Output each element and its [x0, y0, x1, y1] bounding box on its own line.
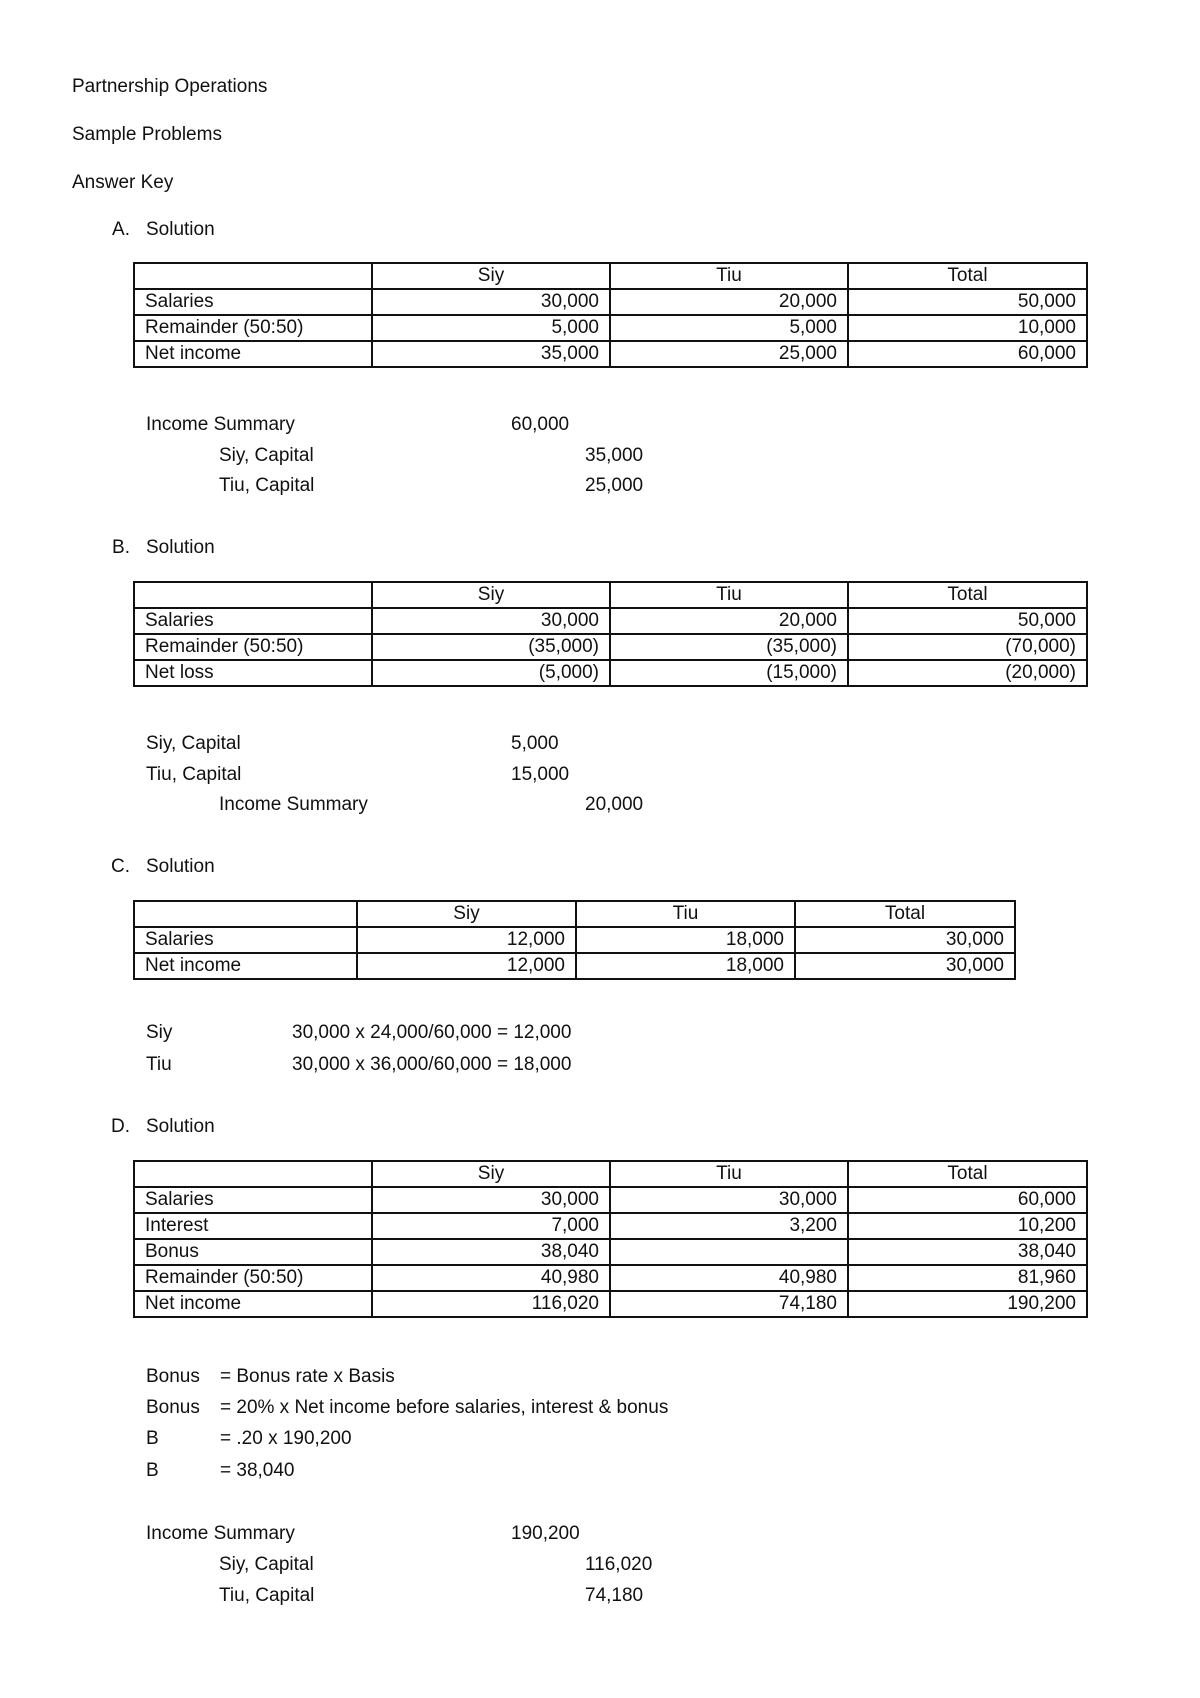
table-cell: 20,000 [610, 608, 848, 634]
row-label: Net income [134, 953, 357, 979]
table-cell: 30,000 [795, 927, 1015, 953]
table-cell: 74,180 [610, 1291, 848, 1317]
formula-label: Bonus [146, 1397, 200, 1418]
document-title: Partnership Operations [72, 76, 268, 97]
row-label: Remainder (50:50) [134, 634, 372, 660]
section-d-heading: Solution [146, 1116, 215, 1137]
section-c-heading: Solution [146, 856, 215, 877]
table-row [134, 1187, 1087, 1213]
entry-debit: 60,000 [511, 414, 570, 435]
table-cell: 7,000 [372, 1213, 610, 1239]
section-b-heading: Solution [146, 537, 215, 558]
table-row [134, 1213, 1087, 1239]
table-cell: 190,200 [848, 1291, 1087, 1317]
document-subtitle: Sample Problems [72, 124, 222, 145]
table-cell: 35,000 [372, 341, 610, 367]
computation-name: Siy [146, 1022, 173, 1043]
table-cell: 25,000 [610, 341, 848, 367]
table-cell: 38,040 [848, 1239, 1087, 1265]
table-header-row [134, 1161, 1087, 1187]
table-cell: 5,000 [372, 315, 610, 341]
entry-account: Tiu, Capital [146, 764, 242, 785]
entry-account: Tiu, Capital [219, 1585, 315, 1606]
table-cell: 18,000 [576, 953, 795, 979]
row-label: Net income [134, 1291, 372, 1317]
header-cell: Total [848, 1161, 1087, 1187]
formula-label: Bonus [146, 1366, 200, 1387]
table-cell: 10,200 [848, 1213, 1087, 1239]
entry-account: Income Summary [146, 414, 295, 435]
entry-account: Siy, Capital [146, 733, 241, 754]
table-row [134, 634, 1087, 660]
entry-debit: 190,200 [511, 1523, 580, 1544]
table-row [134, 1291, 1087, 1317]
table-cell: 10,000 [848, 315, 1087, 341]
table-cell: 30,000 [372, 608, 610, 634]
formula-expression: = 38,040 [220, 1460, 295, 1481]
table-header-row [134, 901, 1015, 927]
table-cell: 18,000 [576, 927, 795, 953]
computation-formula: 30,000 x 24,000/60,000 = 12,000 [292, 1022, 572, 1043]
table-cell: 30,000 [795, 953, 1015, 979]
table-row [134, 953, 1015, 979]
formula-label: B [146, 1460, 159, 1481]
table-cell: 30,000 [610, 1187, 848, 1213]
header-cell: Siy [372, 582, 610, 608]
entry-account: Siy, Capital [219, 1554, 314, 1575]
section-c-letter: C. [111, 856, 130, 877]
header-cell: Tiu [610, 1161, 848, 1187]
header-cell: Tiu [576, 901, 795, 927]
entry-debit: 15,000 [511, 764, 570, 785]
table-cell: 81,960 [848, 1265, 1087, 1291]
table-cell: (70,000) [848, 634, 1087, 660]
header-cell: Siy [372, 1161, 610, 1187]
section-b-letter: B. [112, 537, 130, 558]
row-label: Remainder (50:50) [134, 1265, 372, 1291]
entry-account: Income Summary [146, 1523, 295, 1544]
table-row [134, 927, 1015, 953]
table-cell: 60,000 [848, 1187, 1087, 1213]
computation-name: Tiu [146, 1054, 172, 1075]
entry-credit: 25,000 [585, 475, 644, 496]
section-d-table [133, 1160, 1088, 1318]
table-cell: (35,000) [610, 634, 848, 660]
header-cell [134, 263, 372, 289]
table-cell: 50,000 [848, 289, 1087, 315]
table-cell: 12,000 [357, 927, 576, 953]
header-cell: Total [795, 901, 1015, 927]
header-cell: Tiu [610, 263, 848, 289]
row-label: Net loss [134, 660, 372, 686]
table-row [134, 341, 1087, 367]
table-cell: 50,000 [848, 608, 1087, 634]
entry-credit: 116,020 [585, 1554, 653, 1575]
section-a-letter: A. [112, 219, 130, 240]
formula-label: B [146, 1428, 159, 1449]
table-cell: 116,020 [372, 1291, 610, 1317]
header-cell: Total [848, 582, 1087, 608]
row-label: Salaries [134, 1187, 372, 1213]
computation-formula: 30,000 x 36,000/60,000 = 18,000 [292, 1054, 572, 1075]
table-cell: 30,000 [372, 1187, 610, 1213]
table-row [134, 1239, 1087, 1265]
table-header-row [134, 263, 1087, 289]
header-cell: Total [848, 263, 1087, 289]
entry-credit: 74,180 [585, 1585, 644, 1606]
table-cell: 40,980 [610, 1265, 848, 1291]
table-cell: (20,000) [848, 660, 1087, 686]
row-label: Remainder (50:50) [134, 315, 372, 341]
entry-credit: 35,000 [585, 445, 644, 466]
section-c-table [133, 900, 1016, 980]
table-cell: 60,000 [848, 341, 1087, 367]
header-cell [134, 1161, 372, 1187]
table-cell: 5,000 [610, 315, 848, 341]
entry-debit: 5,000 [511, 733, 559, 754]
table-cell: 20,000 [610, 289, 848, 315]
table-row [134, 315, 1087, 341]
table-cell [610, 1239, 848, 1265]
row-label: Salaries [134, 289, 372, 315]
entry-account: Siy, Capital [219, 445, 314, 466]
table-row [134, 289, 1087, 315]
header-cell: Tiu [610, 582, 848, 608]
entry-credit: 20,000 [585, 794, 644, 815]
table-cell: 38,040 [372, 1239, 610, 1265]
row-label: Net income [134, 341, 372, 367]
formula-expression: = .20 x 190,200 [220, 1428, 352, 1449]
formula-expression: = Bonus rate x Basis [220, 1366, 395, 1387]
formula-expression: = 20% x Net income before salaries, interest & bonus [220, 1397, 669, 1418]
table-row [134, 1265, 1087, 1291]
table-cell: 3,200 [610, 1213, 848, 1239]
table-cell: (15,000) [610, 660, 848, 686]
table-cell: (35,000) [372, 634, 610, 660]
entry-account: Tiu, Capital [219, 475, 315, 496]
header-cell [134, 582, 372, 608]
table-row [134, 660, 1087, 686]
section-a-table [133, 262, 1088, 368]
table-cell: (5,000) [372, 660, 610, 686]
table-header-row [134, 582, 1087, 608]
row-label: Salaries [134, 608, 372, 634]
answer-key-label: Answer Key [72, 172, 174, 193]
entry-account: Income Summary [219, 794, 368, 815]
row-label: Bonus [134, 1239, 372, 1265]
header-cell: Siy [357, 901, 576, 927]
row-label: Interest [134, 1213, 372, 1239]
table-row [134, 608, 1087, 634]
table-cell: 12,000 [357, 953, 576, 979]
table-cell: 30,000 [372, 289, 610, 315]
header-cell: Siy [372, 263, 610, 289]
section-a-heading: Solution [146, 219, 215, 240]
row-label: Salaries [134, 927, 357, 953]
table-cell: 40,980 [372, 1265, 610, 1291]
section-b-table [133, 581, 1088, 687]
header-cell [134, 901, 357, 927]
section-d-letter: D. [111, 1116, 130, 1137]
